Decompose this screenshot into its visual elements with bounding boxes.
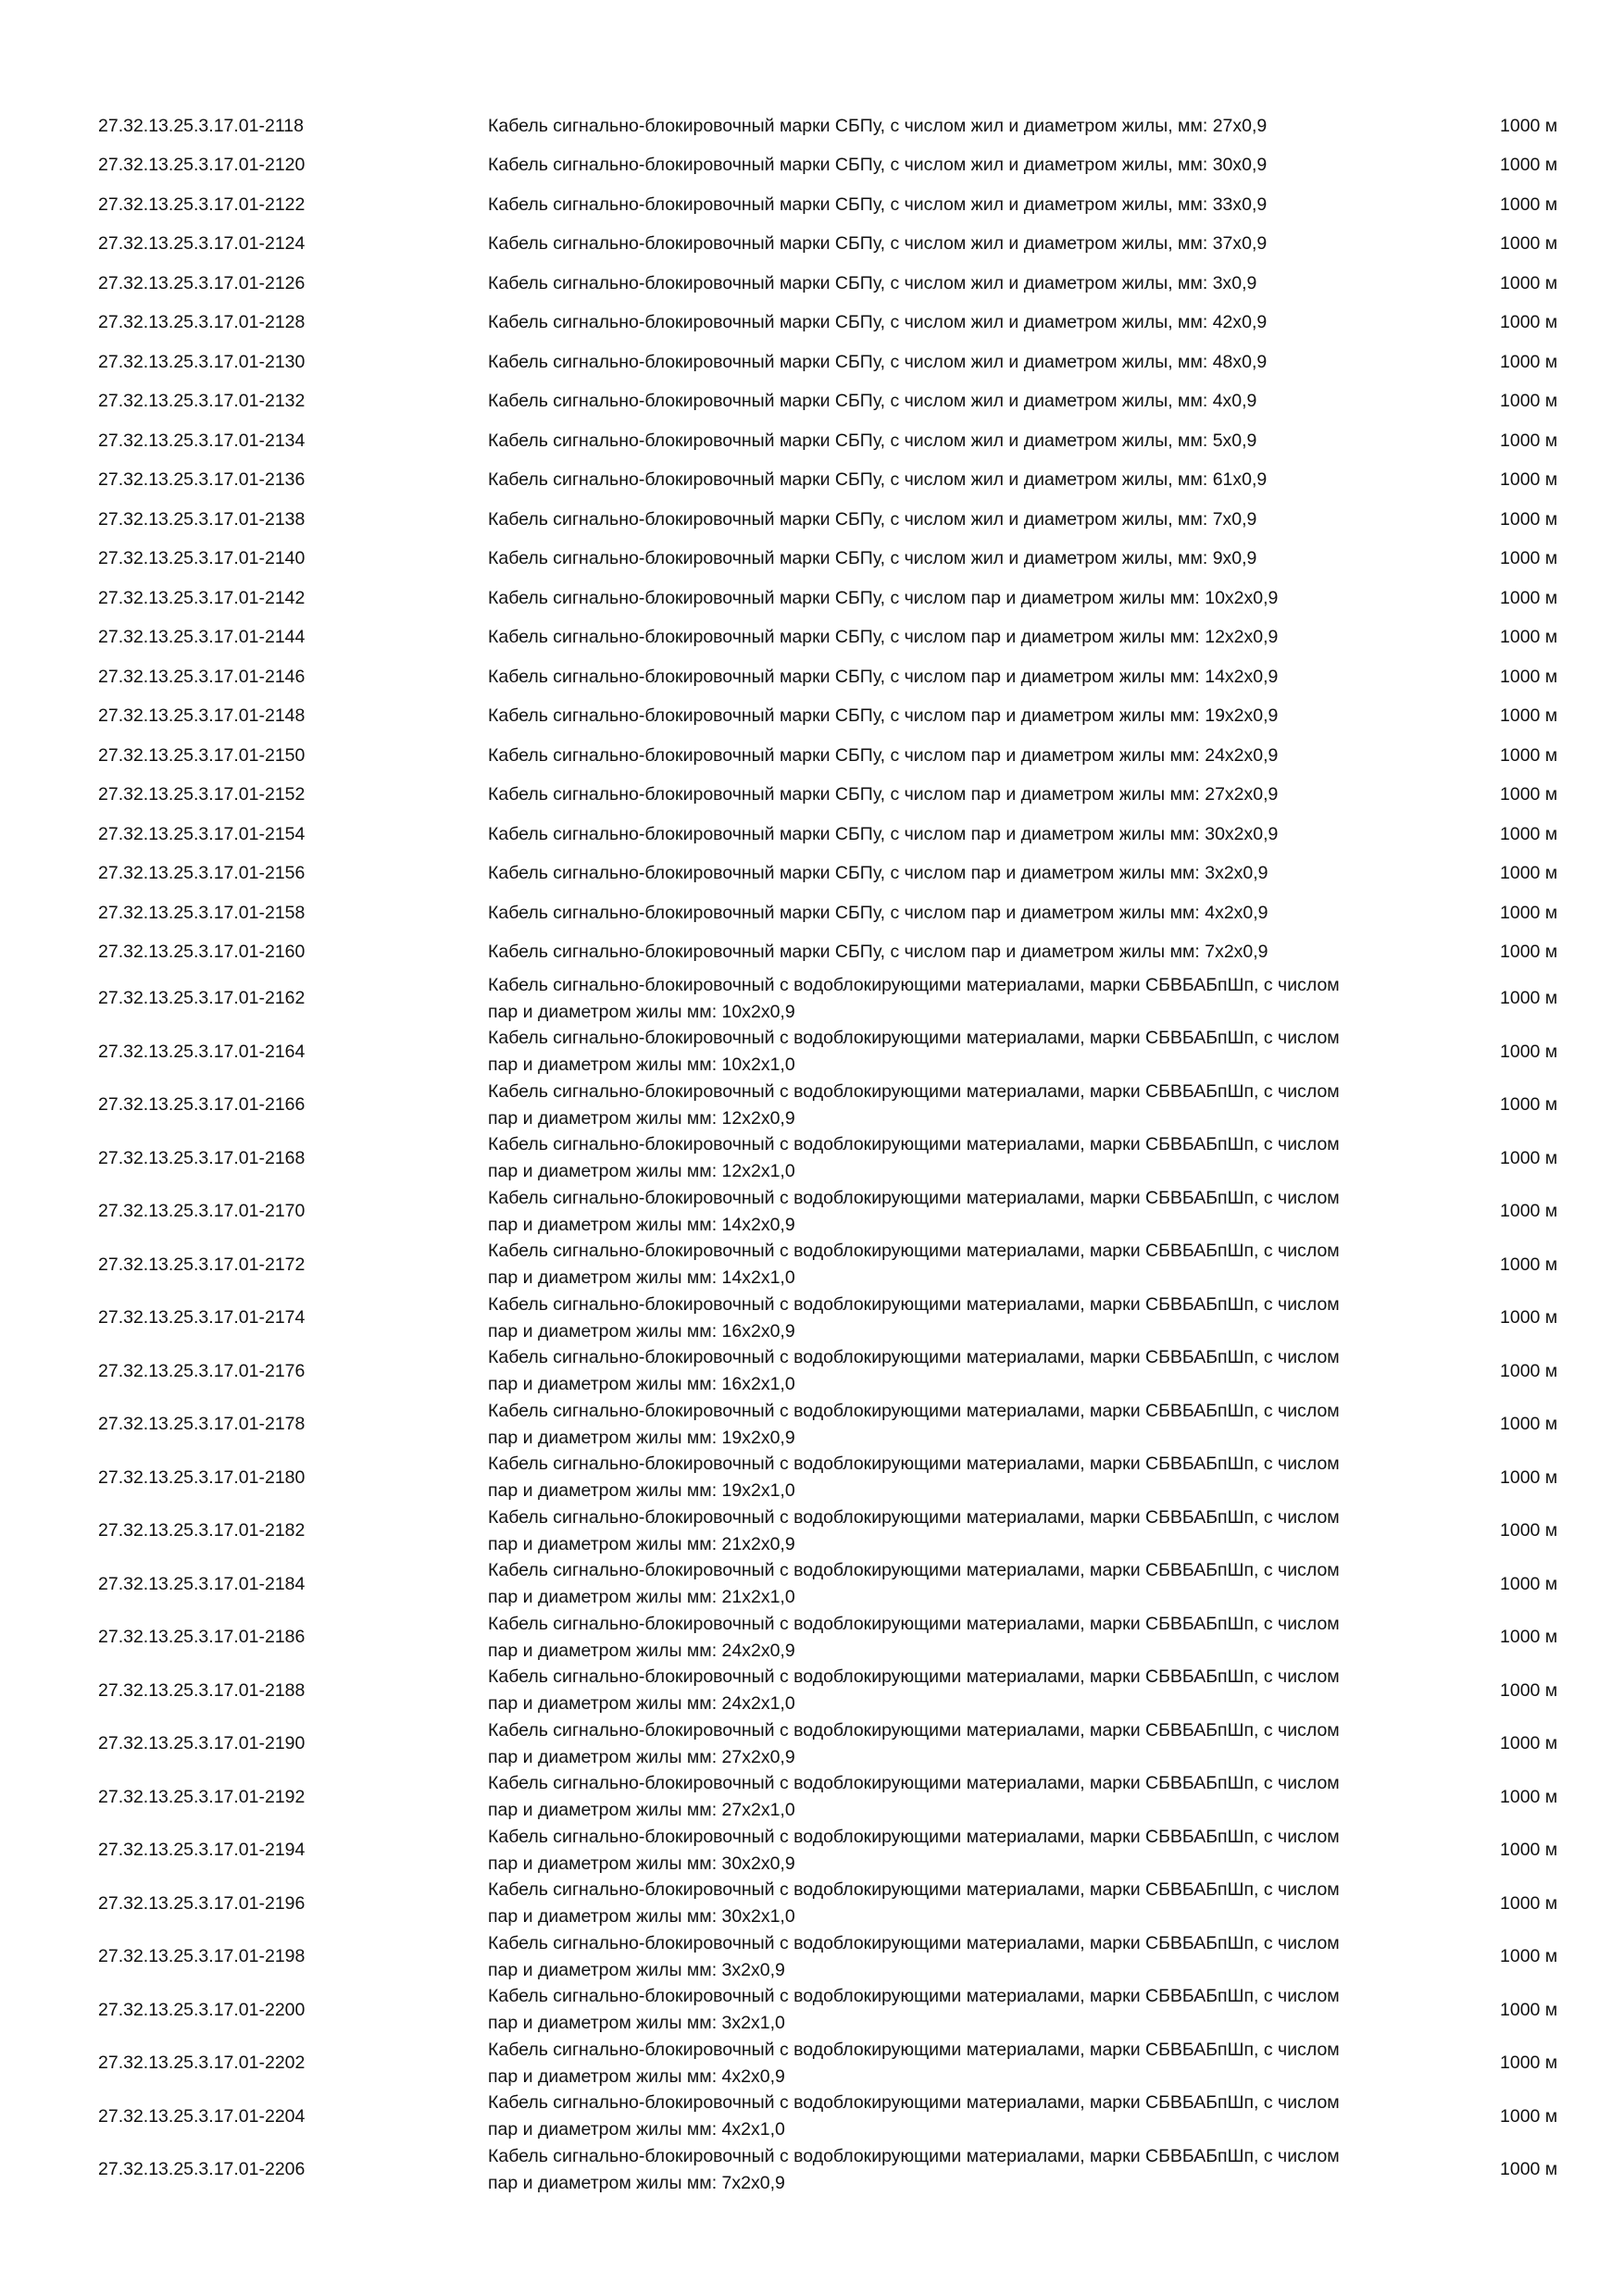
description-line: пар и диаметром жилы мм: 27х2х0,9 (488, 1746, 795, 1767)
description-line: Кабель сигнально-блокировочный марки СБПу, с числом пар и диаметром жилы мм: 14х2х0,9 (488, 666, 1279, 687)
item-code: 27.32.13.25.3.17.01-2180 (98, 1466, 306, 1488)
item-unit: 1000 м (1500, 548, 1558, 569)
description-line: пар и диаметром жилы мм: 24х2х0,9 (488, 1640, 795, 1661)
item-unit: 1000 м (1500, 391, 1558, 412)
item-code: 27.32.13.25.3.17.01-2150 (98, 744, 306, 766)
table-row (0, 972, 1624, 1026)
item-description (488, 225, 1469, 265)
description-line: Кабель сигнально-блокировочный с водоблокирующими материалами, марки СБВБАБпШп, с числом (488, 1400, 1340, 1421)
item-code: 27.32.13.25.3.17.01-2182 (98, 1520, 306, 1541)
item-code: 27.32.13.25.3.17.01-2176 (98, 1360, 306, 1381)
table-row (0, 1185, 1624, 1239)
item-unit: 1000 м (1500, 784, 1558, 805)
description-line: Кабель сигнально-блокировочный марки СБПу, с числом жил и диаметром жилы, мм: 37х0,9 (488, 233, 1268, 255)
item-code: 27.32.13.25.3.17.01-2148 (98, 705, 306, 727)
item-description (488, 1292, 1469, 1345)
description-line: Кабель сигнально-блокировочный с водоблокирующими материалами, марки СБВБАБпШп, с числом (488, 1986, 1340, 2007)
item-code: 27.32.13.25.3.17.01-2118 (98, 115, 304, 136)
table-row (0, 264, 1624, 304)
item-code: 27.32.13.25.3.17.01-2120 (98, 155, 306, 176)
item-description (488, 855, 1469, 894)
table-row (0, 500, 1624, 540)
table-row (0, 382, 1624, 422)
table-row (0, 185, 1624, 225)
item-code: 27.32.13.25.3.17.01-2170 (98, 1201, 306, 1222)
item-description (488, 304, 1469, 343)
item-code: 27.32.13.25.3.17.01-2126 (98, 272, 306, 293)
table-row (0, 893, 1624, 933)
description-line: Кабель сигнально-блокировочный марки СБПу, с числом жил и диаметром жилы, мм: 3х0,9 (488, 272, 1257, 293)
item-unit: 1000 м (1500, 863, 1558, 884)
table-row (0, 579, 1624, 618)
item-code: 27.32.13.25.3.17.01-2164 (98, 1041, 306, 1062)
item-code: 27.32.13.25.3.17.01-2132 (98, 391, 306, 412)
item-description (488, 776, 1469, 816)
item-code: 27.32.13.25.3.17.01-2194 (98, 1840, 306, 1861)
item-code: 27.32.13.25.3.17.01-2178 (98, 1414, 306, 1435)
item-unit: 1000 м (1500, 1147, 1558, 1168)
table-row (0, 1239, 1624, 1292)
item-unit: 1000 м (1500, 988, 1558, 1009)
table-row (0, 1824, 1624, 1878)
description-line: Кабель сигнально-блокировочный с водоблокирующими материалами, марки СБВБАБпШп, с числом (488, 2039, 1340, 2060)
description-line: Кабель сигнально-блокировочный марки СБПу, с числом жил и диаметром жилы, мм: 9х0,9 (488, 548, 1257, 569)
item-unit: 1000 м (1500, 1627, 1558, 1648)
item-description (488, 1452, 1469, 1505)
item-code: 27.32.13.25.3.17.01-2144 (98, 627, 306, 648)
table-row (0, 1504, 1624, 1558)
item-unit: 1000 м (1500, 627, 1558, 648)
item-code: 27.32.13.25.3.17.01-2168 (98, 1147, 306, 1168)
description-line: Кабель сигнально-блокировочный с водоблокирующими материалами, марки СБВБАБпШп, с числом (488, 2092, 1340, 2114)
table-row (0, 304, 1624, 343)
description-line: Кабель сигнально-блокировочный с водоблокирующими материалами, марки СБВБАБпШп, с числом (488, 1454, 1340, 1475)
item-code: 27.32.13.25.3.17.01-2124 (98, 233, 306, 255)
table-row (0, 2143, 1624, 2197)
description-line: Кабель сигнально-блокировочный с водоблокирующими материалами, марки СБВБАБпШп, с числом (488, 1241, 1340, 1262)
description-line: пар и диаметром жилы мм: 16х2х1,0 (488, 1374, 795, 1395)
description-line: Кабель сигнально-блокировочный с водоблокирующими материалами, марки СБВБАБпШп, с числом (488, 1506, 1340, 1528)
table-row (0, 106, 1624, 146)
description-line: пар и диаметром жилы мм: 3х2х0,9 (488, 1959, 785, 1980)
item-description (488, 146, 1469, 186)
description-line: пар и диаметром жилы мм: 14х2х1,0 (488, 1267, 795, 1289)
item-unit: 1000 м (1500, 233, 1558, 255)
table-row (0, 1558, 1624, 1612)
item-code: 27.32.13.25.3.17.01-2130 (98, 351, 306, 372)
table-row (0, 1771, 1624, 1825)
item-description (488, 2090, 1469, 2144)
description-line: Кабель сигнально-блокировочный марки СБПу, с числом жил и диаметром жилы, мм: 7х0,9 (488, 508, 1257, 530)
item-description (488, 1185, 1469, 1239)
item-description (488, 2143, 1469, 2197)
table-row (0, 736, 1624, 776)
description-line: Кабель сигнально-блокировочный марки СБПу, с числом пар и диаметром жилы мм: 4х2х0,9 (488, 902, 1268, 923)
description-line: Кабель сигнально-блокировочный марки СБПу, с числом жил и диаметром жилы, мм: 5х0,9 (488, 430, 1257, 451)
item-description (488, 972, 1469, 1026)
table-row (0, 815, 1624, 855)
item-description (488, 343, 1469, 382)
item-unit: 1000 м (1500, 430, 1558, 451)
description-line: пар и диаметром жилы мм: 19х2х1,0 (488, 1480, 795, 1502)
description-line: Кабель сигнально-блокировочный с водоблокирующими материалами, марки СБВБАБпШп, с числом (488, 1560, 1340, 1581)
description-line: пар и диаметром жилы мм: 30х2х0,9 (488, 1853, 795, 1874)
item-code: 27.32.13.25.3.17.01-2192 (98, 1786, 306, 1807)
item-code: 27.32.13.25.3.17.01-2156 (98, 863, 306, 884)
description-line: Кабель сигнально-блокировочный с водоблокирующими материалами, марки СБВБАБпШп, с числом (488, 1080, 1340, 1102)
description-line: Кабель сигнально-блокировочный с водоблокирующими материалами, марки СБВБАБпШп, с числом (488, 2145, 1340, 2166)
item-description (488, 1504, 1469, 1558)
item-unit: 1000 м (1500, 1307, 1558, 1329)
item-unit: 1000 м (1500, 1786, 1558, 1807)
description-line: Кабель сигнально-блокировочный с водоблокирующими материалами, марки СБВБАБпШп, с числом (488, 1347, 1340, 1368)
table-row (0, 461, 1624, 501)
description-line: пар и диаметром жилы мм: 10х2х1,0 (488, 1054, 795, 1076)
item-unit: 1000 м (1500, 1999, 1558, 2020)
item-code: 27.32.13.25.3.17.01-2166 (98, 1094, 306, 1116)
item-description (488, 1930, 1469, 1984)
item-code: 27.32.13.25.3.17.01-2146 (98, 666, 306, 687)
description-line: Кабель сигнально-блокировочный марки СБПу, с числом жил и диаметром жилы, мм: 48х0,9 (488, 351, 1268, 372)
table-row (0, 146, 1624, 186)
item-code: 27.32.13.25.3.17.01-2152 (98, 784, 306, 805)
table-row (0, 1132, 1624, 1186)
item-description (488, 933, 1469, 973)
description-line: Кабель сигнально-блокировочный марки СБПу, с числом жил и диаметром жилы, мм: 27х0,9 (488, 115, 1268, 136)
item-code: 27.32.13.25.3.17.01-2202 (98, 2053, 306, 2074)
item-description (488, 618, 1469, 658)
table-row (0, 855, 1624, 894)
item-description (488, 1824, 1469, 1878)
description-line: Кабель сигнально-блокировочный марки СБПу, с числом пар и диаметром жилы мм: 24х2х0,9 (488, 744, 1279, 766)
description-line: Кабель сигнально-блокировочный марки СБПу, с числом жил и диаметром жилы, мм: 42х0,9 (488, 312, 1268, 333)
item-description (488, 1611, 1469, 1665)
item-description (488, 2037, 1469, 2090)
table-row (0, 1398, 1624, 1452)
item-description (488, 1079, 1469, 1132)
description-line: пар и диаметром жилы мм: 4х2х0,9 (488, 2065, 785, 2087)
description-line: Кабель сигнально-блокировочный с водоблокирующими материалами, марки СБВБАБпШп, с числом (488, 1028, 1340, 1049)
item-description (488, 815, 1469, 855)
table-row (0, 776, 1624, 816)
table-row (0, 1026, 1624, 1079)
item-code: 27.32.13.25.3.17.01-2206 (98, 2159, 306, 2180)
description-line: Кабель сигнально-блокировочный с водоблокирующими материалами, марки СБВБАБпШп, с числом (488, 974, 1340, 995)
item-code: 27.32.13.25.3.17.01-2172 (98, 1254, 306, 1275)
description-line: пар и диаметром жилы мм: 3х2х1,0 (488, 2013, 785, 2034)
item-unit: 1000 м (1500, 1414, 1558, 1435)
item-description (488, 461, 1469, 501)
item-description (488, 421, 1469, 461)
item-code: 27.32.13.25.3.17.01-2200 (98, 1999, 306, 2020)
item-code: 27.32.13.25.3.17.01-2190 (98, 1733, 306, 1754)
description-line: Кабель сигнально-блокировочный с водоблокирующими материалами, марки СБВБАБпШп, с числом (488, 1826, 1340, 1847)
description-line: пар и диаметром жилы мм: 14х2х0,9 (488, 1214, 795, 1235)
table-row (0, 540, 1624, 580)
item-description (488, 264, 1469, 304)
item-description (488, 382, 1469, 422)
item-description (488, 697, 1469, 737)
item-description (488, 1026, 1469, 1079)
description-line: Кабель сигнально-блокировочный с водоблокирующими материалами, марки СБВБАБпШп, с числом (488, 1719, 1340, 1741)
description-line: Кабель сигнально-блокировочный марки СБПу, с числом жил и диаметром жилы, мм: 4х0,9 (488, 391, 1257, 412)
table-row (0, 1611, 1624, 1665)
item-description (488, 893, 1469, 933)
item-description (488, 1239, 1469, 1292)
item-unit: 1000 м (1500, 942, 1558, 963)
description-line: Кабель сигнально-блокировочный марки СБПу, с числом пар и диаметром жилы мм: 10х2х0,9 (488, 587, 1279, 608)
item-unit: 1000 м (1500, 312, 1558, 333)
table-row (0, 1984, 1624, 2038)
item-code: 27.32.13.25.3.17.01-2138 (98, 508, 306, 530)
item-description (488, 1398, 1469, 1452)
table-row (0, 933, 1624, 973)
table-row (0, 697, 1624, 737)
description-line: пар и диаметром жилы мм: 27х2х1,0 (488, 1800, 795, 1821)
item-unit: 1000 м (1500, 587, 1558, 608)
table-row (0, 1345, 1624, 1399)
table-row (0, 2090, 1624, 2144)
item-unit: 1000 м (1500, 1679, 1558, 1701)
item-unit: 1000 м (1500, 2053, 1558, 2074)
description-line: пар и диаметром жилы мм: 10х2х0,9 (488, 1001, 795, 1022)
item-unit: 1000 м (1500, 823, 1558, 844)
item-unit: 1000 м (1500, 1094, 1558, 1116)
table-row (0, 1452, 1624, 1505)
item-description (488, 1665, 1469, 1718)
item-code: 27.32.13.25.3.17.01-2158 (98, 902, 306, 923)
item-description (488, 1771, 1469, 1825)
description-line: пар и диаметром жилы мм: 21х2х0,9 (488, 1533, 795, 1554)
table-row (0, 421, 1624, 461)
description-line: Кабель сигнально-блокировочный с водоблокирующими материалами, марки СБВБАБпШп, с числом (488, 1134, 1340, 1155)
table-row (0, 657, 1624, 697)
description-line: пар и диаметром жилы мм: 7х2х0,9 (488, 2172, 785, 2193)
item-unit: 1000 м (1500, 272, 1558, 293)
item-code: 27.32.13.25.3.17.01-2184 (98, 1573, 306, 1594)
description-line: Кабель сигнально-блокировочный марки СБПу, с числом пар и диаметром жилы мм: 19х2х0,9 (488, 705, 1279, 727)
item-code: 27.32.13.25.3.17.01-2204 (98, 2105, 306, 2127)
item-code: 27.32.13.25.3.17.01-2154 (98, 823, 306, 844)
item-code: 27.32.13.25.3.17.01-2198 (98, 1946, 306, 1967)
item-code: 27.32.13.25.3.17.01-2174 (98, 1307, 306, 1329)
description-line: Кабель сигнально-блокировочный с водоблокирующими материалами, марки СБВБАБпШп, с числом (488, 1187, 1340, 1208)
item-unit: 1000 м (1500, 2159, 1558, 2180)
description-line: Кабель сигнально-блокировочный марки СБПу, с числом жил и диаметром жилы, мм: 30х0,9 (488, 155, 1268, 176)
item-unit: 1000 м (1500, 1201, 1558, 1222)
item-unit: 1000 м (1500, 1840, 1558, 1861)
item-code: 27.32.13.25.3.17.01-2188 (98, 1679, 306, 1701)
table-row (0, 1292, 1624, 1345)
table-row (0, 1079, 1624, 1132)
item-description (488, 657, 1469, 697)
item-unit: 1000 м (1500, 1892, 1558, 1914)
description-line: пар и диаметром жилы мм: 12х2х1,0 (488, 1161, 795, 1182)
item-unit: 1000 м (1500, 2105, 1558, 2127)
item-code: 27.32.13.25.3.17.01-2140 (98, 548, 306, 569)
item-description (488, 500, 1469, 540)
description-line: Кабель сигнально-блокировочный марки СБПу, с числом пар и диаметром жилы мм: 30х2х0,9 (488, 823, 1279, 844)
table-row (0, 343, 1624, 382)
description-line: пар и диаметром жилы мм: 30х2х1,0 (488, 1906, 795, 1928)
item-description (488, 1984, 1469, 2038)
item-code: 27.32.13.25.3.17.01-2160 (98, 942, 306, 963)
description-line: пар и диаметром жилы мм: 21х2х1,0 (488, 1587, 795, 1608)
description-line: пар и диаметром жилы мм: 12х2х0,9 (488, 1107, 795, 1129)
description-line: Кабель сигнально-блокировочный с водоблокирующими материалами, марки СБВБАБпШп, с числом (488, 1666, 1340, 1688)
item-code: 27.32.13.25.3.17.01-2134 (98, 430, 306, 451)
table-row (0, 1665, 1624, 1718)
item-unit: 1000 м (1500, 1733, 1558, 1754)
item-unit: 1000 м (1500, 1946, 1558, 1967)
description-line: пар и диаметром жилы мм: 24х2х1,0 (488, 1693, 795, 1715)
item-unit: 1000 м (1500, 115, 1558, 136)
item-description (488, 1132, 1469, 1186)
description-line: пар и диаметром жилы мм: 16х2х0,9 (488, 1320, 795, 1341)
description-line: Кабель сигнально-блокировочный марки СБПу, с числом жил и диаметром жилы, мм: 33х0,9 (488, 193, 1268, 215)
item-unit: 1000 м (1500, 351, 1558, 372)
item-description (488, 106, 1469, 146)
item-description (488, 1345, 1469, 1399)
item-unit: 1000 м (1500, 1573, 1558, 1594)
item-description (488, 185, 1469, 225)
item-description (488, 1878, 1469, 1931)
item-unit: 1000 м (1500, 469, 1558, 491)
table-row (0, 1717, 1624, 1771)
table-row (0, 1878, 1624, 1931)
item-description (488, 1558, 1469, 1612)
table-row (0, 618, 1624, 658)
item-description (488, 1717, 1469, 1771)
description-line: Кабель сигнально-блокировочный с водоблокирующими материалами, марки СБВБАБпШп, с числом (488, 1932, 1340, 1953)
item-description (488, 540, 1469, 580)
item-code: 27.32.13.25.3.17.01-2122 (98, 193, 306, 215)
description-line: Кабель сигнально-блокировочный марки СБПу, с числом пар и диаметром жилы мм: 3х2х0,9 (488, 863, 1268, 884)
item-unit: 1000 м (1500, 744, 1558, 766)
description-line: пар и диаметром жилы мм: 19х2х0,9 (488, 1427, 795, 1448)
item-unit: 1000 м (1500, 1466, 1558, 1488)
item-unit: 1000 м (1500, 902, 1558, 923)
description-line: пар и диаметром жилы мм: 4х2х1,0 (488, 2119, 785, 2140)
description-line: Кабель сигнально-блокировочный марки СБПу, с числом пар и диаметром жилы мм: 12х2х0,9 (488, 627, 1279, 648)
description-line: Кабель сигнально-блокировочный марки СБПу, с числом пар и диаметром жилы мм: 7х2х0,9 (488, 942, 1268, 963)
item-description (488, 736, 1469, 776)
item-code: 27.32.13.25.3.17.01-2142 (98, 587, 306, 608)
description-line: Кабель сигнально-блокировочный с водоблокирующими материалами, марки СБВБАБпШп, с числом (488, 1293, 1340, 1315)
item-unit: 1000 м (1500, 1254, 1558, 1275)
table-row (0, 1930, 1624, 1984)
item-code: 27.32.13.25.3.17.01-2196 (98, 1892, 306, 1914)
item-description (488, 579, 1469, 618)
item-unit: 1000 м (1500, 705, 1558, 727)
item-unit: 1000 м (1500, 508, 1558, 530)
item-unit: 1000 м (1500, 1041, 1558, 1062)
description-line: Кабель сигнально-блокировочный с водоблокирующими материалами, марки СБВБАБпШп, с числом (488, 1773, 1340, 1794)
item-unit: 1000 м (1500, 193, 1558, 215)
item-code: 27.32.13.25.3.17.01-2162 (98, 988, 306, 1009)
item-unit: 1000 м (1500, 1360, 1558, 1381)
description-line: Кабель сигнально-блокировочный с водоблокирующими материалами, марки СБВБАБпШп, с числом (488, 1613, 1340, 1634)
item-unit: 1000 м (1500, 1520, 1558, 1541)
table-row (0, 2037, 1624, 2090)
item-unit: 1000 м (1500, 666, 1558, 687)
table-row (0, 225, 1624, 265)
description-line: Кабель сигнально-блокировочный марки СБПу, с числом жил и диаметром жилы, мм: 61х0,9 (488, 469, 1268, 491)
item-unit: 1000 м (1500, 155, 1558, 176)
description-line: Кабель сигнально-блокировочный марки СБПу, с числом пар и диаметром жилы мм: 27х2х0,9 (488, 784, 1279, 805)
item-code: 27.32.13.25.3.17.01-2128 (98, 312, 306, 333)
item-code: 27.32.13.25.3.17.01-2136 (98, 469, 306, 491)
item-code: 27.32.13.25.3.17.01-2186 (98, 1627, 306, 1648)
description-line: Кабель сигнально-блокировочный с водоблокирующими материалами, марки СБВБАБпШп, с числом (488, 1879, 1340, 1901)
